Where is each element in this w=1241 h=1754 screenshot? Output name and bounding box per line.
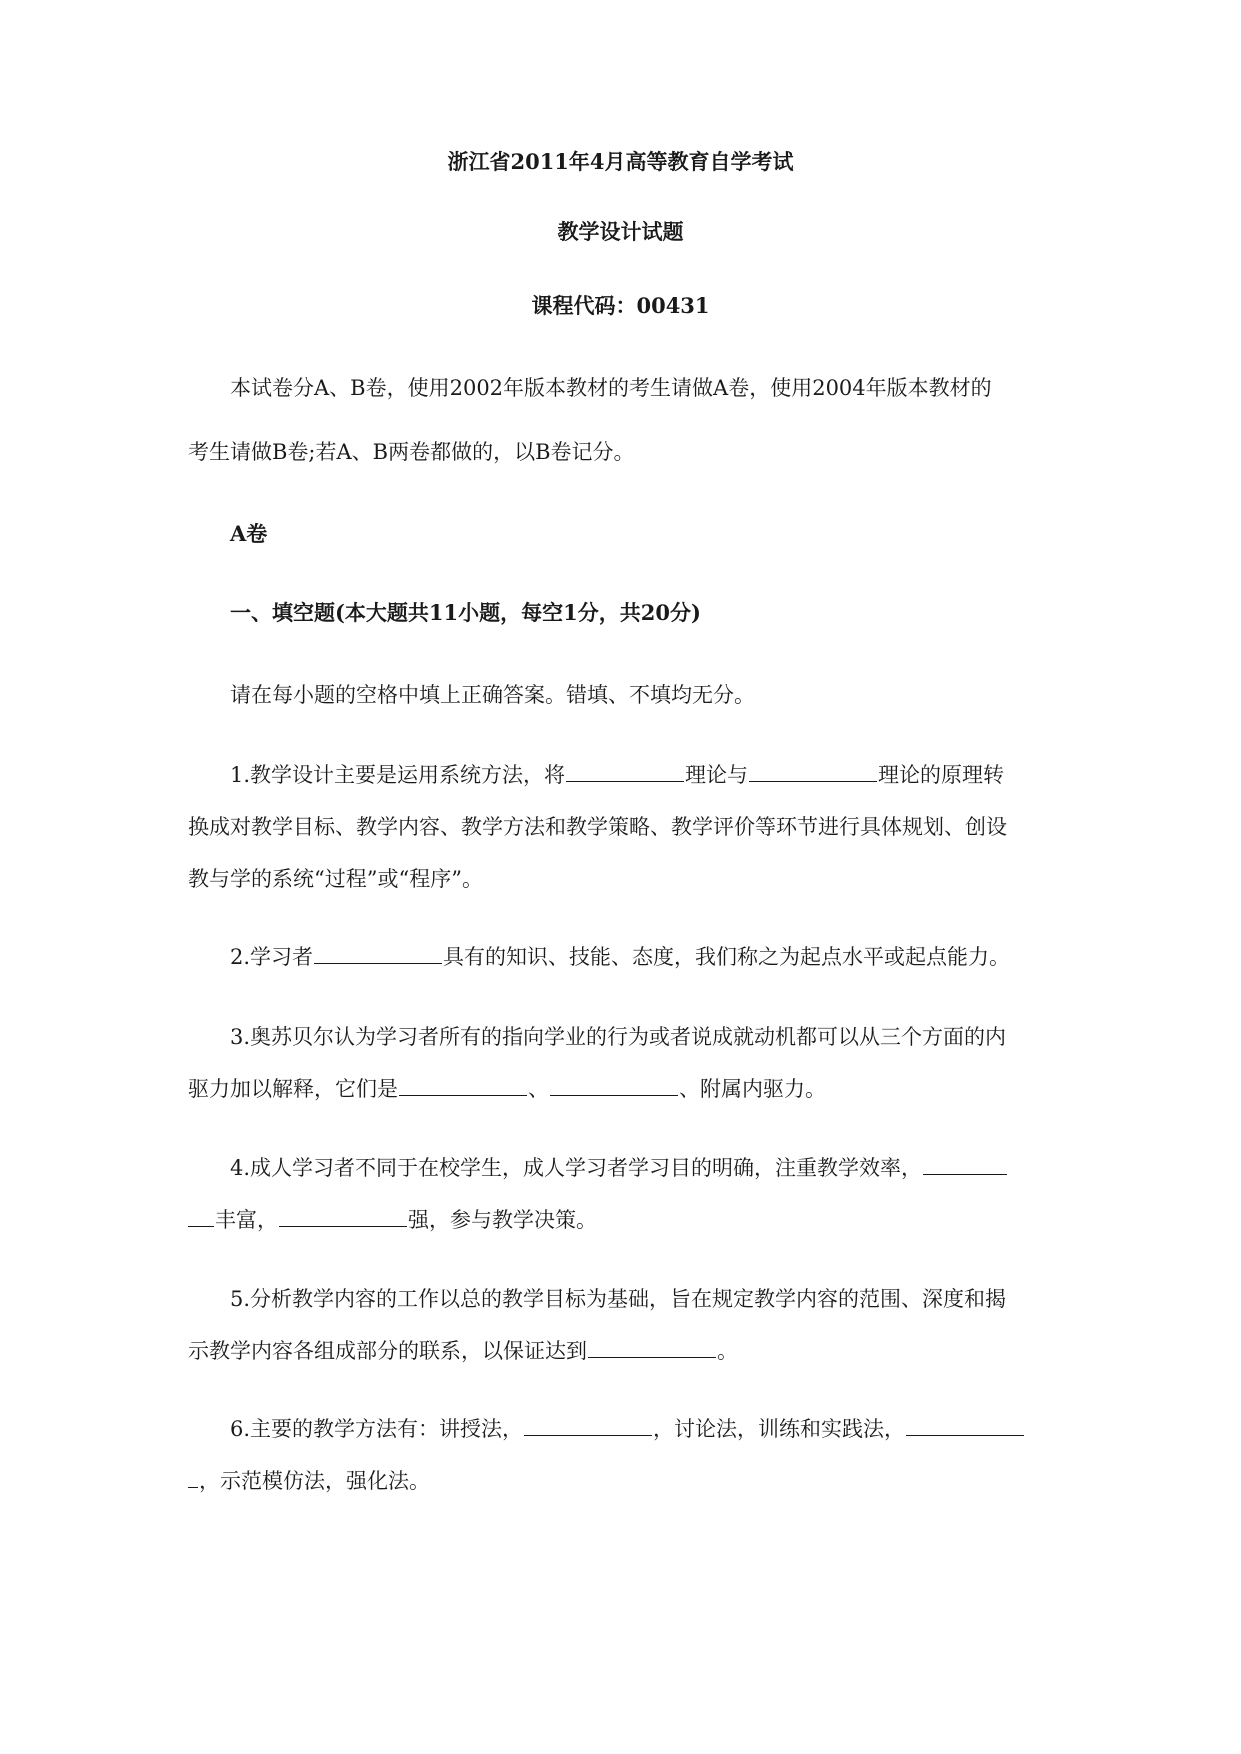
q6-text-c: ，示范模仿法，强化法。 <box>199 1469 430 1493</box>
intro-line-2: 考生请做B卷;若A、B两卷都做的，以B卷记分。 <box>188 440 635 464</box>
section-a-label: A卷 <box>230 521 268 546</box>
course-code: 课程代码：00431 <box>531 293 710 318</box>
q2-text-a: 2.学习者 <box>230 945 314 969</box>
q3-text-b: 、 <box>528 1077 549 1101</box>
q3-text-a: 驱力加以解释，它们是 <box>188 1077 398 1101</box>
question-1-line-3: 教与学的系统“过程”或“程序”。 <box>188 867 483 891</box>
question-5-line-2 <box>188 1336 738 1366</box>
q1-text-b: 理论与 <box>685 763 749 787</box>
intro-line-1: 本试卷分A、B卷，使用2002年版本教材的考生请做A卷，使用2004年版本教材的 <box>230 376 992 400</box>
q5-text-b: 。 <box>717 1339 738 1363</box>
question-2 <box>230 942 1010 972</box>
q4-blank-1a <box>923 1154 1007 1175</box>
q1-text-c: 理论的原理转 <box>878 763 1005 787</box>
q6-blank-2b <box>188 1467 198 1488</box>
q4-text-a: 4.成人学习者不同于在校学生，成人学习者学习目的明确，注重教学效率， <box>230 1156 923 1180</box>
q1-blank-1 <box>566 761 684 782</box>
exam-subtitle: 教学设计试题 <box>557 219 684 244</box>
q1-blank-2 <box>749 761 877 782</box>
q4-text-b: 丰富， <box>215 1208 278 1232</box>
exam-title: 浙江省2011年4月高等教育自学考试 <box>447 149 794 174</box>
q6-text-b: ，讨论法，训练和实践法， <box>653 1417 906 1441</box>
part-1-heading: 一、填空题(本大题共11小题，每空1分，共20分) <box>230 600 701 625</box>
q2-text-b: 具有的知识、技能、态度，我们称之为起点水平或起点能力。 <box>443 945 1011 969</box>
question-3-line-2 <box>188 1074 826 1104</box>
q6-blank-1 <box>524 1415 652 1436</box>
q3-text-c: 、附属内驱力。 <box>679 1077 826 1101</box>
part-1-instructions: 请在每小题的空格中填上正确答案。错填、不填均无分。 <box>230 683 755 707</box>
question-5-line-1: 5.分析教学内容的工作以总的教学目标为基础，旨在规定教学内容的范围、深度和揭 <box>230 1287 1007 1311</box>
question-6-line-1 <box>230 1414 1025 1444</box>
q6-blank-2a <box>906 1415 1024 1436</box>
q4-blank-1b <box>188 1206 214 1227</box>
q5-blank-1 <box>588 1337 716 1358</box>
question-6-line-2 <box>188 1466 430 1496</box>
q6-text-a: 6.主要的教学方法有：讲授法， <box>230 1417 524 1441</box>
question-4-line-1 <box>230 1153 1008 1183</box>
question-1-line-2: 换成对教学目标、教学内容、教学方法和教学策略、教学评价等环节进行具体规划、创设 <box>188 815 1007 839</box>
question-1-line-1 <box>230 760 1004 790</box>
q3-blank-1 <box>399 1075 527 1096</box>
q5-text-a: 示教学内容各组成部分的联系，以保证达到 <box>188 1339 587 1363</box>
q3-blank-2 <box>550 1075 678 1096</box>
question-3-line-1: 3.奥苏贝尔认为学习者所有的指向学业的行为或者说成就动机都可以从三个方面的内 <box>230 1025 1007 1049</box>
q1-text-a: 1.教学设计主要是运用系统方法，将 <box>230 763 566 787</box>
question-4-line-2 <box>188 1205 597 1235</box>
q4-blank-2 <box>279 1206 407 1227</box>
q4-text-c: 强，参与教学决策。 <box>408 1208 597 1232</box>
q2-blank-1 <box>314 943 442 964</box>
